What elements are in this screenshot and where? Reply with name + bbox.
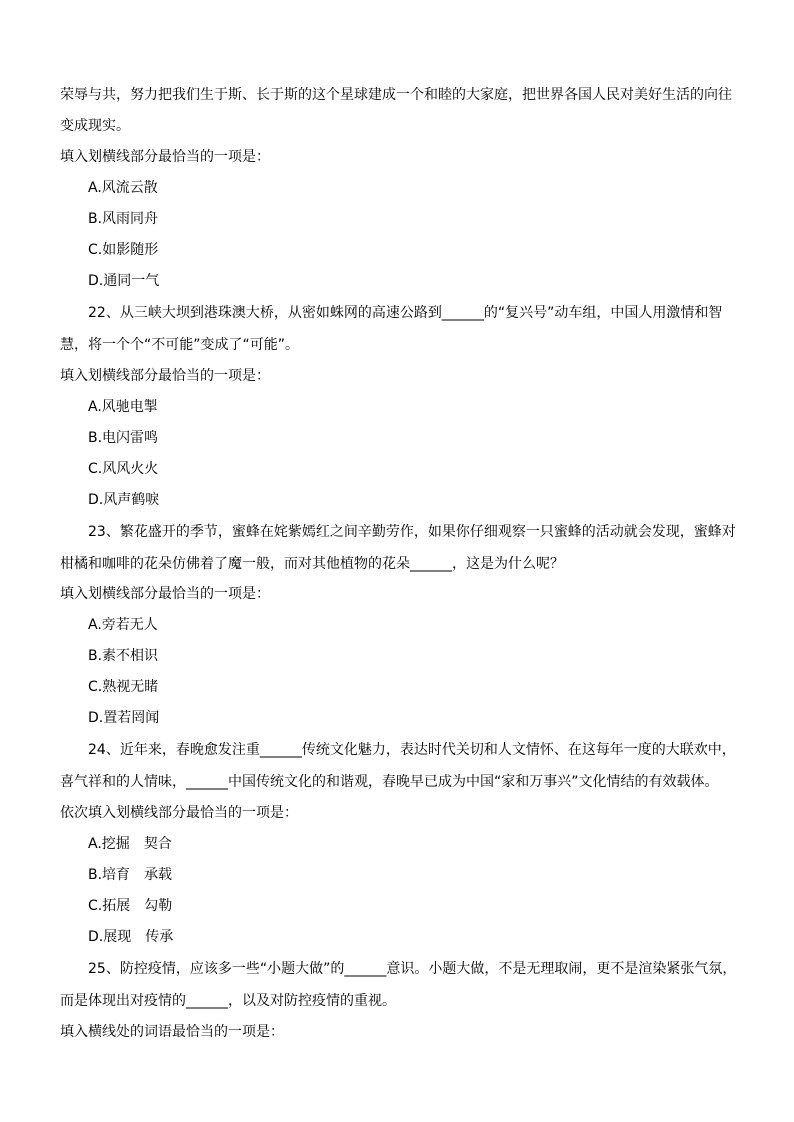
q24-prompt: 依次填入划横线部分最恰当的一项是： (60, 805, 298, 821)
q22-prompt: 填入划横线部分最恰当的一项是： (60, 368, 270, 384)
q23-option-d: D.置若罔闻 (88, 710, 160, 726)
q21-text-line1: 荣辱与共，努力把我们生于斯、长于斯的这个星球建成一个和睦的大家庭，把世界各国人民对美好生活的向往 (60, 87, 732, 103)
q24-option-c: C.拓展 勾勒 (88, 898, 173, 914)
q25-text-line2: 而是体现出对疫情的______，以及对防控疫情的重视。 (60, 993, 396, 1009)
q24-text-line2: 喜气祥和的人情味，______中国传统文化的和谐观，春晚早已成为中国“家和万事兴”文化情结的有效载体。 (60, 774, 719, 790)
q23-prompt: 填入划横线部分最恰当的一项是： (60, 586, 270, 602)
q21-option-c: C.如影随形 (88, 242, 159, 258)
q24-option-b: B.培育 承载 (88, 867, 173, 883)
q21-option-b: B.风雨同舟 (88, 211, 159, 227)
q21-prompt: 填入划横线部分最恰当的一项是： (60, 149, 270, 165)
q22-option-d: D.风声鹤唳 (88, 492, 160, 508)
q24-option-a: A.挖掘 契合 (88, 836, 172, 852)
q22-text-line1: 22、从三峡大坝到港珠澳大桥，从密如蛛网的高速公路到______的“复兴号”动车组，中国人用激情和智 (88, 305, 723, 321)
q23-option-b: B.素不相识 (88, 648, 159, 664)
q24-option-d: D.展现 传承 (88, 929, 174, 945)
q21-option-d: D.通同一气 (88, 273, 160, 289)
q21-option-a: A.风流云散 (88, 180, 158, 196)
q23-option-a: A.旁若无人 (88, 617, 158, 633)
q25-prompt: 填入横线处的词语最恰当的一项是： (60, 1024, 284, 1040)
q22-option-b: B.电闪雷鸣 (88, 430, 159, 446)
q23-text-line2: 柑橘和咖啡的花朵仿佛着了魔一般，而对其他植物的花朵______，这是为什么呢？ (60, 556, 564, 572)
q21-text-line2: 变成现实。 (60, 118, 130, 134)
q22-option-c: C.风风火火 (88, 461, 159, 477)
q22-option-a: A.风驰电掣 (88, 399, 158, 415)
q22-text-line2: 慧，将一个个“不可能”变成了“可能”。 (60, 337, 300, 353)
q25-text-line1: 25、防控疫情，应该多一些“小题大做”的______意识。小题大做，不是无理取闹，更不是渲染紧张气氛， (88, 961, 737, 977)
q23-text-line1: 23、繁花盛开的季节，蜜蜂在姹紫嫣红之间辛勤劳作，如果你仔细观察一只蜜蜂的活动就会发现，蜜蜂对 (88, 524, 736, 540)
q23-option-c: C.熟视无睹 (88, 679, 159, 695)
q24-text-line1: 24、近年来，春晚愈发注重______传统文化魅力，表达时代关切和人文情怀、在这每年一度的大联欢中， (88, 742, 736, 758)
